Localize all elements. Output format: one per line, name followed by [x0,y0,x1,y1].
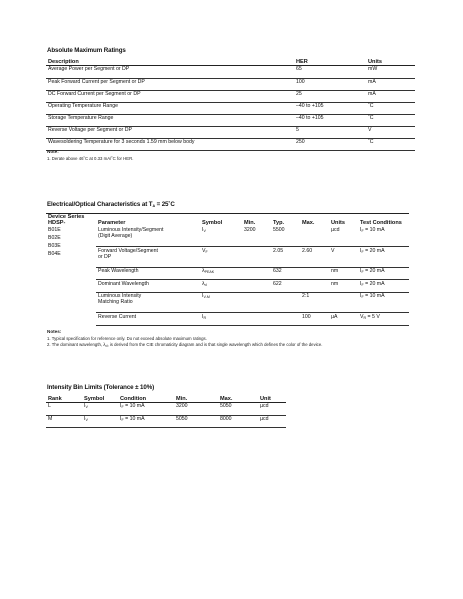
condition-cell [118,415,174,427]
col-description: Description [46,59,294,66]
col-symbol: Symbol [82,396,118,403]
bins-rows [46,403,286,427]
col-units: Units [366,59,415,66]
rating-unit: mA [366,90,415,102]
symbol-sub: V [203,229,206,234]
rating-description: DC Forward Current per Segment or DP [46,90,294,102]
eo-note-1: 1. Typical specification for reference only. Do not exceed absolute maximum ratings. [47,335,207,341]
typ-cell: 2.05 [271,247,300,268]
symbol-cell [200,227,242,247]
abs-max-table [46,59,415,151]
unit-cell: µcd [329,227,358,247]
condition-cell [358,267,409,280]
eo-note-2-sub: d [105,344,108,349]
symbol-main: I [202,227,204,234]
table-row [46,102,415,114]
rating-unit: ˚C [366,138,415,150]
max-cell [300,227,329,247]
condition-rest: = 10 mA [123,415,145,422]
table-row [46,114,415,126]
eo-title-sub: A [152,204,155,208]
symbol-cell [200,247,242,268]
abs-max-rows [46,66,415,151]
col-unit: Unit [258,396,286,403]
unit-cell: V [329,247,358,268]
condition-sub: F [361,249,364,254]
col-symbol: Symbol [200,214,242,227]
parameter-line-1: Forward Voltage/Segment [98,247,158,254]
symbol-main: I [84,403,86,410]
condition-main: I [360,227,362,234]
symbol-sub: F [205,249,208,254]
unit-cell: nm [329,280,358,293]
parameter-line-1: Peak Wavelength [98,268,139,275]
condition-main: I [120,403,122,410]
symbol-main: I [202,313,204,320]
condition-rest: = 10 mA [123,403,145,410]
unit-cell: µcd [258,403,286,415]
symbol-main: I [202,293,204,300]
col-min: Min. [242,214,271,227]
symbol-main: V [202,247,206,254]
eo-note-2 [47,342,322,347]
col-max: Max. [300,214,329,227]
rating-value: 100 [294,78,366,90]
typ-cell [271,292,300,313]
abs-max-note-text: 1. Derate above 46˚C at 0.33 mA/˚C for HER. [47,155,134,161]
parameter-line-2: (Digit Average) [98,233,133,240]
symbol-cell [200,267,242,280]
bins-title: Intensity Bin Limits (Tolerance ± 10%) [47,384,155,391]
condition-sub: R [363,315,367,320]
abs-max-note [47,149,133,162]
device-number: B03E [48,243,61,250]
eo-title-prefix: Electrical/Optical Characteristics at T [47,201,153,208]
rank-cell: M [46,415,82,427]
condition-main: I [120,415,122,422]
eo-note-2-b: , is derived from the CIE chromaticity diagram and is that single wavelength which defines the color of the device. [107,342,323,348]
min-cell: 3200 [242,227,271,247]
parameter-line-1: Dominant Wavelength [98,280,149,287]
abs-max-title: Absolute Maximum Ratings [47,47,126,54]
eo-notes [47,329,322,350]
table-row [46,267,409,280]
rating-value: –40 to +105 [294,114,366,126]
table-row [46,280,409,293]
rating-description: Reverse Voltage per Segment or DP [46,126,294,138]
typ-cell: 622 [271,280,300,293]
condition-rest: = 10 mA [363,293,385,300]
table-row [46,90,415,102]
parameter-line-2: Matching Ratio [98,299,133,306]
condition-cell [358,292,409,313]
symbol-main: λ [202,280,205,287]
col-typ: Typ. [271,214,300,227]
rating-description: Wavesoldering Temperature for 3 seconds 1.59 mm below body [46,138,294,150]
col-min: Min. [174,396,218,403]
rating-unit: ˚C [366,114,415,126]
condition-rest: = 5 V [366,313,380,320]
col-test-conditions: Test Conditions [358,214,409,227]
min-cell [242,313,271,326]
parameter-line-1: Luminous Intensity/Segment [98,227,164,234]
symbol-sub: V [85,405,88,410]
table-row [46,227,409,247]
symbol-cell [200,313,242,326]
rating-value: –40 to +105 [294,102,366,114]
condition-sub: F [361,282,364,287]
condition-main: I [360,247,362,254]
condition-cell [358,313,409,326]
typ-cell: 5500 [271,227,300,247]
min-cell [242,247,271,268]
symbol-sub: R [203,315,207,320]
typ-cell [271,313,300,326]
table-row [46,78,415,90]
symbol-sub: V [85,417,88,422]
rating-unit: ˚C [366,102,415,114]
condition-rest: = 20 mA [363,280,385,287]
bins-table [46,396,286,428]
rating-value: 5 [294,126,366,138]
parameter-line-1: Reverse Current [98,313,137,320]
eo-note-2-a: 2. The dominant wavelength, λ [47,342,106,348]
condition-cell [358,280,409,293]
max-cell: 8000 [218,415,258,427]
symbol-sub: PEAK [204,270,215,275]
condition-main: V [360,313,364,320]
col-device-series [46,214,96,227]
col-units: Units [329,214,358,227]
rating-description: Peak Forward Current per Segment or DP [46,78,294,90]
hdr-device-series: Device Series [48,214,85,220]
max-cell: 2:1 [300,292,329,313]
condition-cell [358,227,409,247]
condition-cell [118,403,174,415]
symbol-cell [82,403,118,415]
table-row [46,403,286,415]
unit-cell: µcd [258,415,286,427]
max-cell [300,280,329,293]
symbol-cell [82,415,118,427]
symbol-main: I [84,415,86,422]
condition-sub: F [361,295,364,300]
unit-cell: µA [329,313,358,326]
abs-max-note-label: Note: [47,149,59,154]
table-row [46,313,409,326]
table-row [46,247,409,268]
typ-cell: 632 [271,267,300,280]
parameter-cell [96,267,200,280]
col-rank: Rank [46,396,82,403]
condition-rest: = 20 mA [363,247,385,254]
condition-main: I [360,268,362,275]
min-cell: 3200 [174,403,218,415]
symbol-sub: V-M [203,295,210,300]
min-cell [242,280,271,293]
rating-description: Average Power per Segment or DP [46,66,294,78]
max-cell: 100 [300,313,329,326]
unit-cell [329,292,358,313]
symbol-main: λ [202,268,205,275]
col-max: Max. [218,396,258,403]
device-number: B04E [48,251,61,258]
condition-rest: = 10 mA [363,227,385,234]
eo-rows [46,227,409,326]
min-cell: 5050 [174,415,218,427]
symbol-cell [200,280,242,293]
min-cell [242,267,271,280]
condition-sub: F [121,417,124,422]
symbol-sub: d [204,282,207,287]
eo-table [46,213,409,326]
parameter-cell [96,227,200,247]
rating-unit: mW [366,66,415,78]
symbol-cell [200,292,242,313]
condition-rest: = 20 mA [363,268,385,275]
max-cell: 5050 [218,403,258,415]
parameter-cell [96,247,200,268]
rating-value: 65 [294,66,366,78]
unit-cell: nm [329,267,358,280]
col-condition: Condition [118,396,174,403]
eo-notes-label: Notes: [47,329,62,334]
hdr-hdsp: HDSP- [48,220,66,227]
eo-title-suffix: = 25˚C [154,201,175,208]
condition-main: I [360,293,362,300]
device-number: B02E [48,235,61,242]
col-her: HER [294,59,366,66]
col-parameter: Parameter [96,214,200,227]
table-row [46,415,286,427]
rating-unit: V [366,126,415,138]
condition-sub: F [361,229,364,234]
rating-description: Operating Temperature Range [46,102,294,114]
parameter-cell [96,313,200,326]
rating-value: 25 [294,90,366,102]
parameter-cell [96,280,200,293]
table-row [46,126,415,138]
rating-description: Storage Temperature Range [46,114,294,126]
device-list [46,227,96,326]
condition-sub: F [121,405,124,410]
condition-main: I [360,280,362,287]
min-cell [242,292,271,313]
table-row [46,66,415,78]
parameter-cell [96,292,200,313]
parameter-line-2: or DP [98,253,112,260]
rating-unit: mA [366,78,415,90]
rating-value: 250 [294,138,366,150]
rank-cell: L [46,403,82,415]
condition-cell [358,247,409,268]
table-row [46,292,409,313]
max-cell [300,267,329,280]
device-number: B01E [48,227,61,234]
parameter-line-1: Luminous Intensity [98,293,142,300]
condition-sub: F [361,270,364,275]
eo-title [47,201,175,208]
max-cell: 2.60 [300,247,329,268]
